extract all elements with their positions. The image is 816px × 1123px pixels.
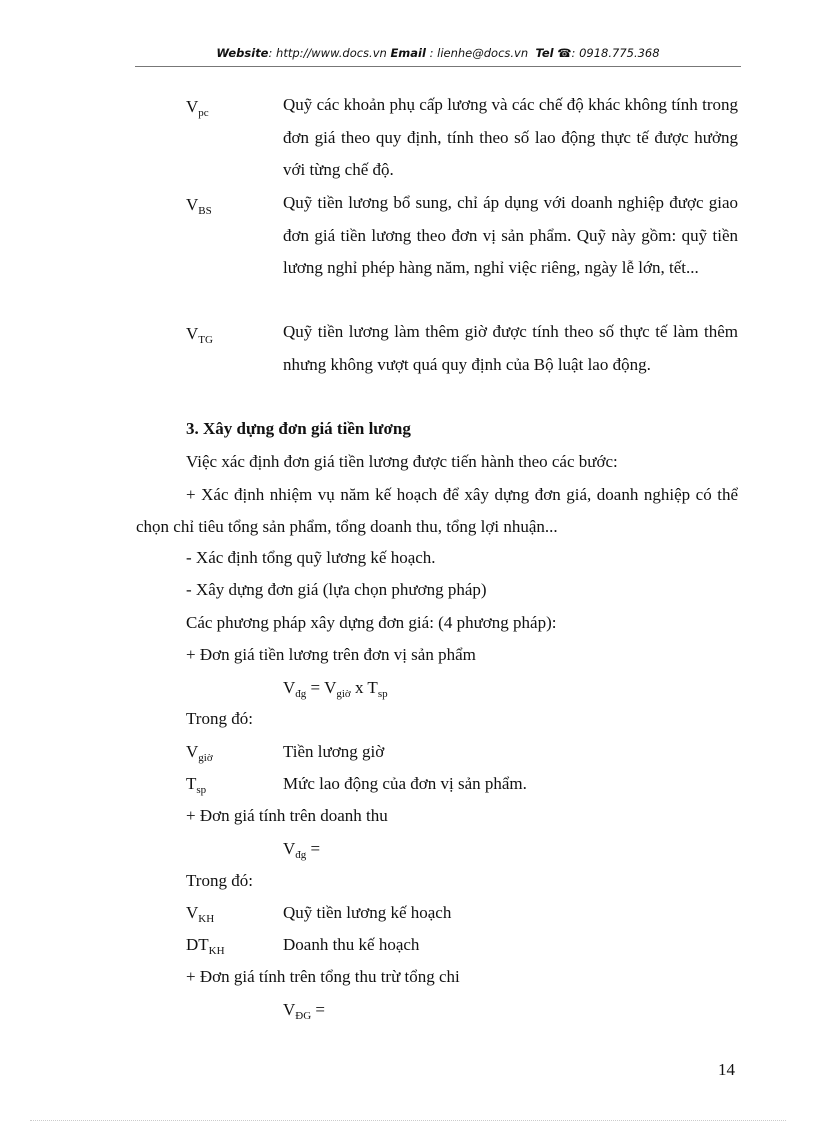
section-heading: 3. Xây dựng đơn giá tiền lương: [186, 419, 411, 438]
email-label: Email: [390, 46, 426, 60]
email-value: : lienhe@docs.vn: [425, 46, 529, 60]
term-vbs: $V_{BS}$: [186, 195, 212, 217]
website-label: Website: [216, 46, 269, 60]
methods-intro: Các phương pháp xây dựng đơn giá: (4 phương pháp):: [186, 613, 557, 632]
desc-tsp: Mức lao động của đơn vị sản phẩm.: [283, 774, 527, 793]
term-dtkh: $DT_{KH}$: [186, 935, 225, 957]
desc-vpc: Quỹ các khoản phụ cấp lương và các chế độ khác không tính trong đơn giá theo quy định, tính theo số lao động thực tế được hưởng với từng chế độ.: [283, 95, 738, 179]
formula-2: $V_{đg}$ =: [283, 839, 321, 861]
method-3: + Đơn giá tính trên tổng thu trừ tổng chi: [186, 967, 460, 986]
step-1: + Xác định nhiệm vụ năm kế hoạch để xây dựng đơn giá, doanh nghiệp có thể chọn chỉ tiêu tổng sản phẩm, tổng doanh thu, tổng lợi nhuận...: [136, 485, 738, 536]
footer-divider: [30, 1120, 786, 1121]
tel-value: : 0918.775.368: [571, 46, 660, 60]
step-2: - Xác định tổng quỹ lương kế hoạch.: [186, 548, 436, 567]
desc-dtkh: Doanh thu kế hoạch: [283, 935, 420, 954]
desc-vgio: Tiền lương giờ: [283, 742, 385, 761]
desc-vtg: Quỹ tiền lương làm thêm giờ được tính theo số thực tế làm thêm nhưng không vượt quá quy định của Bộ luật lao động.: [283, 322, 738, 374]
website-value: : http://www.docs.vn: [268, 46, 387, 60]
tel-label: Tel: [535, 46, 554, 60]
where-1: Trong đó:: [186, 709, 253, 728]
header-rule: [135, 66, 741, 67]
term-vtg: $V_{TG}$: [186, 324, 213, 346]
intro-text: Việc xác định đơn giá tiền lương được tiến hành theo các bước:: [186, 452, 618, 471]
term-vpc: $V_{pc}$: [186, 97, 209, 119]
page-number: 14: [718, 1060, 735, 1079]
formula-3: $V_{ĐG}$ =: [283, 1000, 326, 1022]
term-vgio: $V_{giờ}$: [186, 742, 213, 764]
page-header: [135, 46, 741, 60]
term-tsp: $T_{sp}$: [186, 774, 207, 796]
term-vkh: $V_{KH}$: [186, 903, 215, 925]
method-2: + Đơn giá tính trên doanh thu: [186, 806, 388, 825]
formula-1: $V_{đg} = V_{giờ}$ x $T_{sp}$: [283, 678, 388, 700]
phone-icon: ☎: [557, 46, 572, 60]
desc-vkh: Quỹ tiền lương kế hoạch: [283, 903, 452, 922]
step-3: - Xây dựng đơn giá (lựa chọn phương pháp): [186, 580, 487, 599]
where-2: Trong đó:: [186, 871, 253, 890]
desc-vbs: Quỹ tiền lương bổ sung, chỉ áp dụng với doanh nghiệp được giao đơn giá tiền lương theo đơn vị sản phẩm. Quỹ này gồm: quỹ tiền lương nghỉ phép hàng năm, nghỉ việc riêng, ngày lễ lớn, tết...: [283, 193, 738, 277]
method-1: + Đơn giá tiền lương trên đơn vị sản phẩm: [186, 645, 476, 664]
